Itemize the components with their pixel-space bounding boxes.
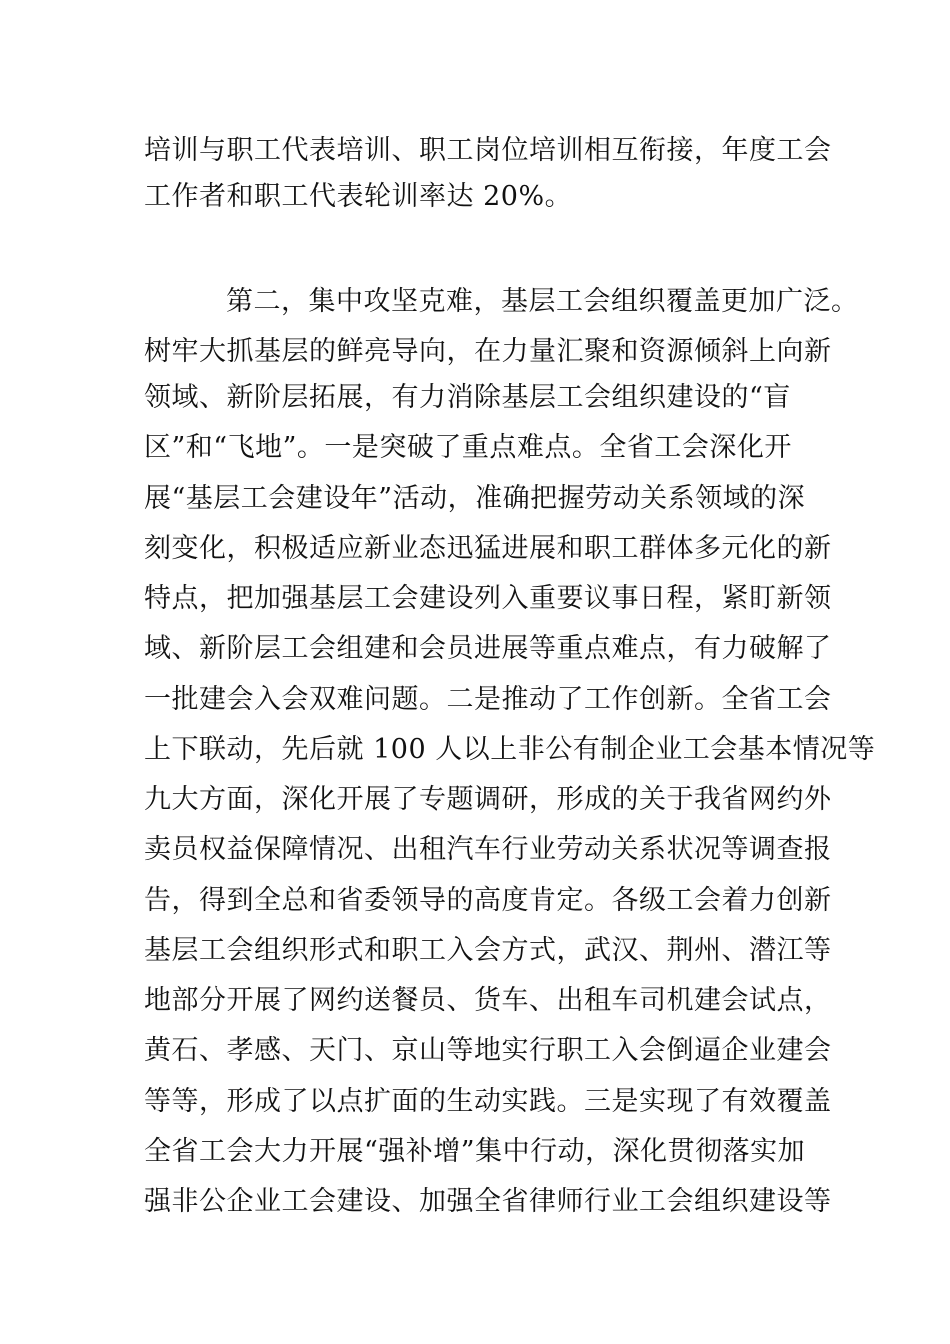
paragraph-2-line-19: 强非公企业工会建设、加强全省律师行业工会组织建设等 xyxy=(144,1186,832,1217)
paragraph-2-line-10: 上下联动，先后就 100 人以上非公有制企业工会基本情况等 xyxy=(144,734,876,765)
paragraph-2-line-18: 全省工会大力开展“强补增”集中行动，深化贯彻落实加 xyxy=(144,1136,806,1167)
paragraph-2-line-16: 黄石、孝感、天门、京山等地实行职工入会倒逼企业建会 xyxy=(144,1035,832,1066)
paragraph-2-line-17: 等等，形成了以点扩面的生动实践。三是实现了有效覆盖 xyxy=(144,1086,832,1117)
paragraph-1-line-1: 培训与职工代表培训、职工岗位培训相互衔接，年度工会 xyxy=(144,135,832,166)
paragraph-2-line-14: 基层工会组织形式和职工入会方式，武汉、荆州、潜江等 xyxy=(144,935,832,966)
paragraph-2-line-11: 九大方面，深化开展了专题调研，形成的关于我省网约外 xyxy=(144,784,832,815)
paragraph-2-line-3: 领域、新阶层拓展，有力消除基层工会组织建设的“盲 xyxy=(144,382,791,413)
paragraph-2-line-8: 域、新阶层工会组建和会员进展等重点难点，有力破解了 xyxy=(144,633,832,664)
paragraph-2-line-9: 一批建会入会双难问题。二是推动了工作创新。全省工会 xyxy=(144,684,832,715)
paragraph-2-line-1: 第二，集中攻坚克难，基层工会组织覆盖更加广泛。 xyxy=(226,286,859,317)
paragraph-2-line-4: 区”和“飞地”。一是突破了重点难点。全省工会深化开 xyxy=(144,432,792,463)
paragraph-2-line-15: 地部分开展了网约送餐员、货车、出租车司机建会试点， xyxy=(144,985,832,1016)
paragraph-2-line-2: 树牢大抓基层的鲜亮导向，在力量汇聚和资源倾斜上向新 xyxy=(144,336,832,367)
paragraph-2-line-13: 告，得到全总和省委领导的高度肯定。各级工会着力创新 xyxy=(144,885,832,916)
paragraph-1-line-2: 工作者和职工代表轮训率达 20%。 xyxy=(144,181,573,212)
paragraph-2-line-6: 刻变化，积极适应新业态迅猛进展和职工群体多元化的新 xyxy=(144,533,832,564)
paragraph-2-line-5: 展“基层工会建设年”活动，准确把握劳动关系领域的深 xyxy=(144,483,806,514)
paragraph-2-line-12: 卖员权益保障情况、出租汽车行业劳动关系状况等调查报 xyxy=(144,834,832,865)
paragraph-2-line-7: 特点，把加强基层工会建设列入重要议事日程，紧盯新领 xyxy=(144,583,832,614)
